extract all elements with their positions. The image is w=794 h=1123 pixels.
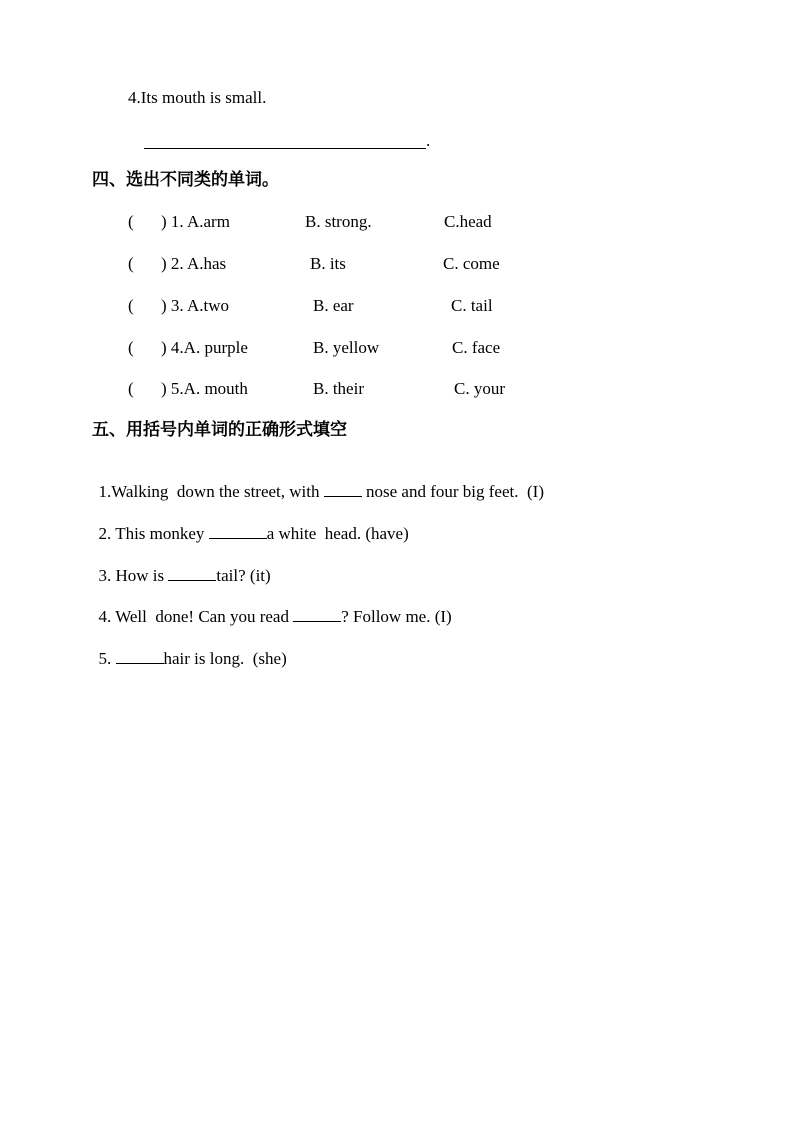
choice-option-a: ) 3. A.two bbox=[161, 296, 229, 315]
question-4-text: 4.Its mouth is small. bbox=[128, 88, 267, 107]
section-5-heading: 五、用括号内单词的正确形式填空 bbox=[92, 420, 347, 440]
fill-blank-item bbox=[90, 629, 287, 669]
fill-text-after: a white head. (have) bbox=[266, 524, 409, 543]
choice-paren: ( bbox=[128, 296, 134, 315]
choice-option-a: ) 4.A. purple bbox=[161, 338, 248, 357]
fill-blank-item bbox=[90, 504, 409, 544]
choice-option-a: ) 5.A. mouth bbox=[161, 379, 248, 398]
fill-text-after: hair is long. (she) bbox=[163, 649, 287, 668]
choice-option-b: B. strong. bbox=[305, 212, 372, 231]
fill-text-after: ? Follow me. (I) bbox=[341, 607, 452, 626]
choice-option-b: B. yellow bbox=[313, 338, 380, 357]
choice-option-b: B. its bbox=[310, 254, 346, 273]
choice-option-b: B. their bbox=[313, 379, 364, 398]
answer-blank[interactable] bbox=[168, 566, 216, 581]
choice-option-c: C. come bbox=[443, 254, 500, 273]
choice-option-b: B. ear bbox=[313, 296, 354, 315]
choice-paren: ( bbox=[128, 379, 134, 398]
fill-blank-item bbox=[90, 587, 452, 627]
answer-blank[interactable] bbox=[209, 524, 267, 539]
choice-option-c: C.head bbox=[444, 212, 492, 231]
choice-option-a: ) 1. A.arm bbox=[161, 212, 230, 231]
fill-blank-item bbox=[90, 462, 544, 502]
fill-text-before: 4. Well done! Can you read bbox=[98, 607, 294, 626]
choice-paren: ( bbox=[128, 254, 134, 273]
choice-paren: ( bbox=[128, 212, 134, 231]
fill-blank-item bbox=[90, 546, 271, 586]
answer-blank[interactable] bbox=[293, 607, 341, 622]
choice-option-c: C. your bbox=[454, 379, 505, 398]
section-4-heading: 四、选出不同类的单词。 bbox=[92, 170, 279, 190]
fill-text-before: 2. This monkey bbox=[98, 524, 209, 543]
fill-text-after: tail? (it) bbox=[216, 566, 271, 585]
choice-paren: ( bbox=[128, 338, 134, 357]
fill-text-after: nose and four big feet. (I) bbox=[361, 482, 544, 501]
choice-option-a: ) 2. A.has bbox=[161, 254, 227, 273]
fill-text-before: 3. How is bbox=[98, 566, 169, 585]
choice-option-c: C. tail bbox=[451, 296, 493, 315]
fill-text-before: 5. bbox=[98, 649, 116, 668]
choice-option-c: C. face bbox=[452, 338, 501, 357]
answer-blank[interactable] bbox=[324, 482, 362, 497]
answer-blank[interactable] bbox=[116, 649, 164, 664]
answer-line bbox=[144, 148, 426, 149]
answer-line-period: . bbox=[426, 131, 431, 150]
fill-text-before: 1.Walking down the street, with bbox=[98, 482, 324, 501]
